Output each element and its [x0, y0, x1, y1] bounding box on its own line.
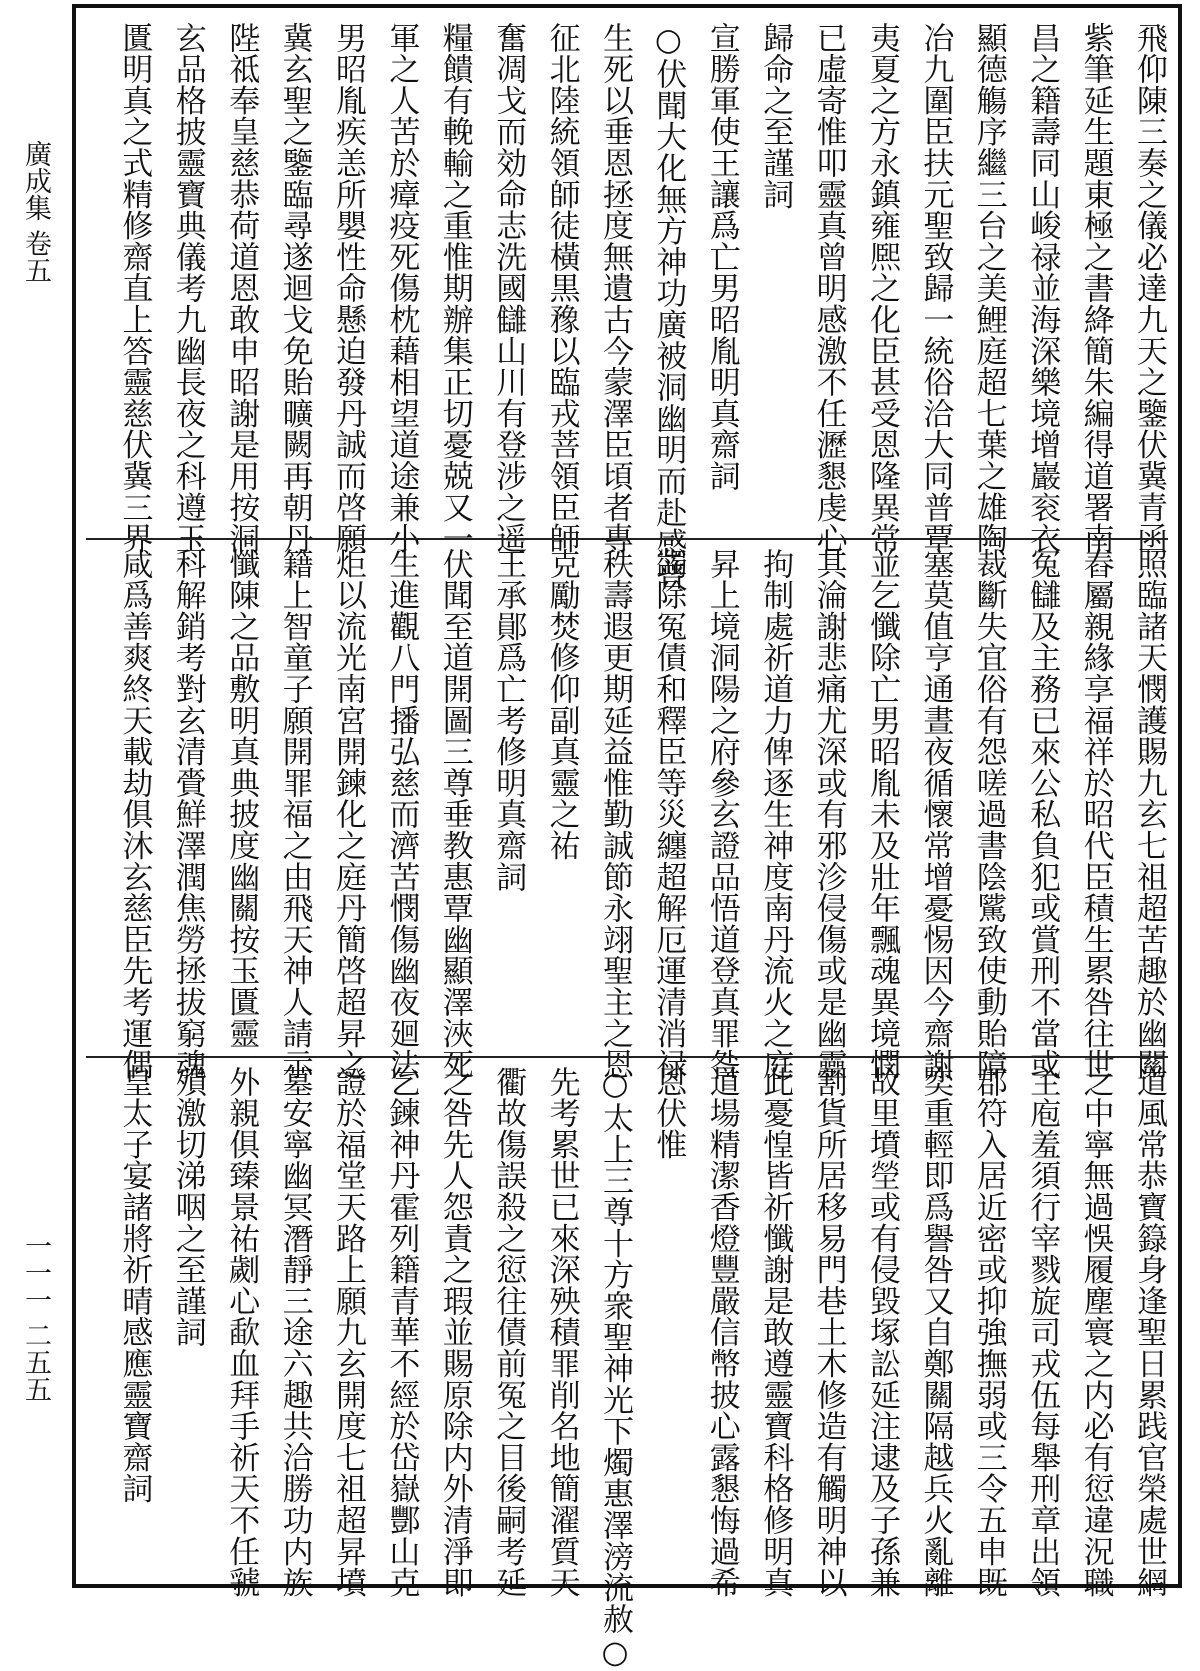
text-column: 冤讎及主務已來公私負犯或賞刑不當或: [1024, 548, 1061, 1081]
text-column: 殞激切涕咽之至謹詞: [169, 1066, 206, 1348]
book-title: 廣成集 卷五: [20, 140, 51, 284]
text-column: 陛祗奉皇慈恭荷道恩敢申昭謝是用按洞: [223, 22, 260, 555]
text-column: 衢故傷誤殺之愆往債前冤之目後嗣考延: [490, 1066, 527, 1599]
text-column: 先考累世已來深殃積罪削名地簡濯質天: [543, 1066, 580, 1599]
text-column: 乞鍊神丹霍列籍青華不經於岱嶽酆山克: [383, 1066, 420, 1599]
text-column: 照臨諸天憫護賜九玄七祖超苦趣於幽關: [1131, 548, 1167, 1081]
text-column: 籍上智童子願開罪福之由飛天神人請示: [276, 548, 313, 1081]
text-column: 宣勝軍使王讓爲亡男昭胤明真齋詞: [703, 22, 740, 492]
text-column: 匱明真之式精修齋直上答靈慈伏冀三界: [116, 22, 153, 555]
text-column: 顯德觴序繼三台之美鯉庭超七葉之雄陶: [970, 22, 1007, 555]
text-column: 糧饋有輓輸之重惟期辦集正切憂兢又一: [436, 22, 473, 555]
text-column: 塞莫值亨通晝夜循懷常增憂惕因今齋謝: [917, 548, 954, 1081]
text-column: 拘制處祈道力俾逐生神度南丹流火之庭: [757, 548, 794, 1081]
text-column: 奕重輕即爲譽咎又自鄭關隔越兵火亂離: [917, 1066, 954, 1599]
text-column: 皇太子宴諸將祈晴感應靈寶齋詞: [116, 1066, 153, 1505]
text-column: 炬以流光南宮開鍊化之庭丹簡啓超昇之: [330, 548, 366, 1081]
text-column: 恩伏惟: [650, 1066, 687, 1160]
text-column: 已虛寄惟叩靈真曾明感激不任瀝懇虔心: [810, 22, 847, 555]
text-column: 外親俱臻景祐劌心歃血拜手祈天不任虢: [223, 1066, 260, 1599]
text-panel-middle: [86, 538, 1168, 1081]
text-column: 奮凋戈而効命志洗國讎山川有登涉之遥: [490, 22, 527, 555]
text-column: 王承鄖爲亡考修明真齋詞: [490, 548, 527, 893]
text-column: 證於福堂天路上願九玄開度七祖超昇墳: [330, 1066, 366, 1599]
text-column: 主庖羞須行宰戮旋司戎伍每舉刑章出領: [1024, 1066, 1061, 1599]
text-column: 道風常恭寶籙身逢聖日累践官榮處世網: [1131, 1066, 1167, 1599]
text-column: 昇上境洞陽之府參玄證品悟道登真罪咎: [703, 548, 740, 1081]
text-column: 之中寧無過悞履塵寰之内必有愆違況職: [1077, 1066, 1114, 1599]
text-column: 墓安寧幽冥潛靜三途六趣共洽勝功内族: [276, 1066, 313, 1599]
text-column: 懺陳之品敷明真典披度幽關按玉匱靈: [223, 548, 260, 1049]
text-column: 科解銷考對玄清賫鮮澤潤焦勞拯拔窮魂: [169, 548, 206, 1081]
text-column: 克勵焚修仰副真靈之祐: [543, 548, 580, 861]
text-column: 蠲除冤債和釋臣等災纏超解厄運清消禄: [650, 548, 687, 1081]
page-number: 一一一 二五五: [20, 1232, 51, 1403]
text-column: 夷夏之方永鎮雍熈之化臣甚受恩隆異常: [864, 22, 900, 555]
text-column: 秩壽遐更期延益惟勤誠節永翊聖主之恩: [597, 548, 633, 1081]
text-column: 之咎先人怨責之瑕並賜原除内外清淨即: [436, 1066, 473, 1599]
text-column: 郡符入居近密或抑強撫弱或三令五申既: [970, 1066, 1007, 1599]
text-column: 紫筆延生題東極之書絳簡朱編得道署南: [1077, 22, 1114, 555]
text-panel-top: [86, 14, 1168, 591]
text-column: 生進觀八門播弘慈而濟苦憫傷幽夜廻法: [383, 548, 420, 1081]
page-margin: [0, 0, 70, 1601]
text-column: 裁斷失宜俗有怨嗟過書陰騭致使動貽障: [970, 548, 1007, 1081]
text-column: 玄品格披靈寶典儀考九幽長夜之科遵玉: [169, 22, 206, 555]
text-column: 冀玄聖之鑒臨尋遂迴戈免貽曠闕再朝丹: [276, 22, 313, 555]
text-column: 其淪謝悲痛尤深或有邪沴侵傷或是幽靈: [810, 548, 847, 1081]
text-column: ○伏聞大化無方神功廣被洞幽明而赴感普: [650, 22, 687, 591]
text-column: 男昭胤疾恙所嬰性命懸迫發丹誠而啓願: [330, 22, 366, 555]
text-column: 咸爲善爽終天載劫俱沐玄慈臣先考運偶: [116, 548, 153, 1081]
text-column: 道場精潔香燈豐嚴信幣披心露懇悔過希: [703, 1066, 740, 1599]
text-column: 舂屬親緣享福祥於昭代臣積生累咎往世: [1077, 548, 1114, 1081]
text-column: 歸命之至謹詞: [757, 22, 794, 210]
text-column: 昌之籍壽同山峻禄並海深樂境增巖衮衣: [1024, 22, 1061, 555]
text-column: 故里墳塋或有侵毀塚訟延注逮及子孫兼: [864, 1066, 900, 1599]
page-frame: [72, 4, 1182, 1671]
text-column: ○太上三尊十方衆聖神光下燭惠澤滂流赦○: [597, 1066, 633, 1671]
text-column: 軍之人苦於瘴疫死傷枕藉相望道途兼小: [383, 22, 420, 555]
text-column: 征北陸統領師徒橫黒䂊以臨戎菩領臣師: [543, 22, 580, 555]
text-column: 冶九圍臣扶元聖致歸一統俗洽大同普覃: [917, 22, 954, 555]
text-column: 伏聞至道開圖三尊垂教惠覃幽顯澤浹死: [436, 548, 473, 1081]
text-column: 並乞懺除亡男昭胤未及壯年飄魂異境憫: [864, 548, 900, 1081]
text-column: 此憂惶皆祈懺謝是敢遵靈寶科格修明真: [757, 1066, 794, 1599]
text-column: 生死以垂恩拯度無遺古今蒙澤臣頃者專: [597, 22, 633, 555]
text-column: 割貨所居移易門巷土木修造有觸明神以: [810, 1066, 847, 1599]
text-panel-bottom: [86, 1056, 1168, 1671]
text-column: 飛仰陳三奏之儀必達九天之鑒伏冀青函: [1131, 22, 1167, 555]
